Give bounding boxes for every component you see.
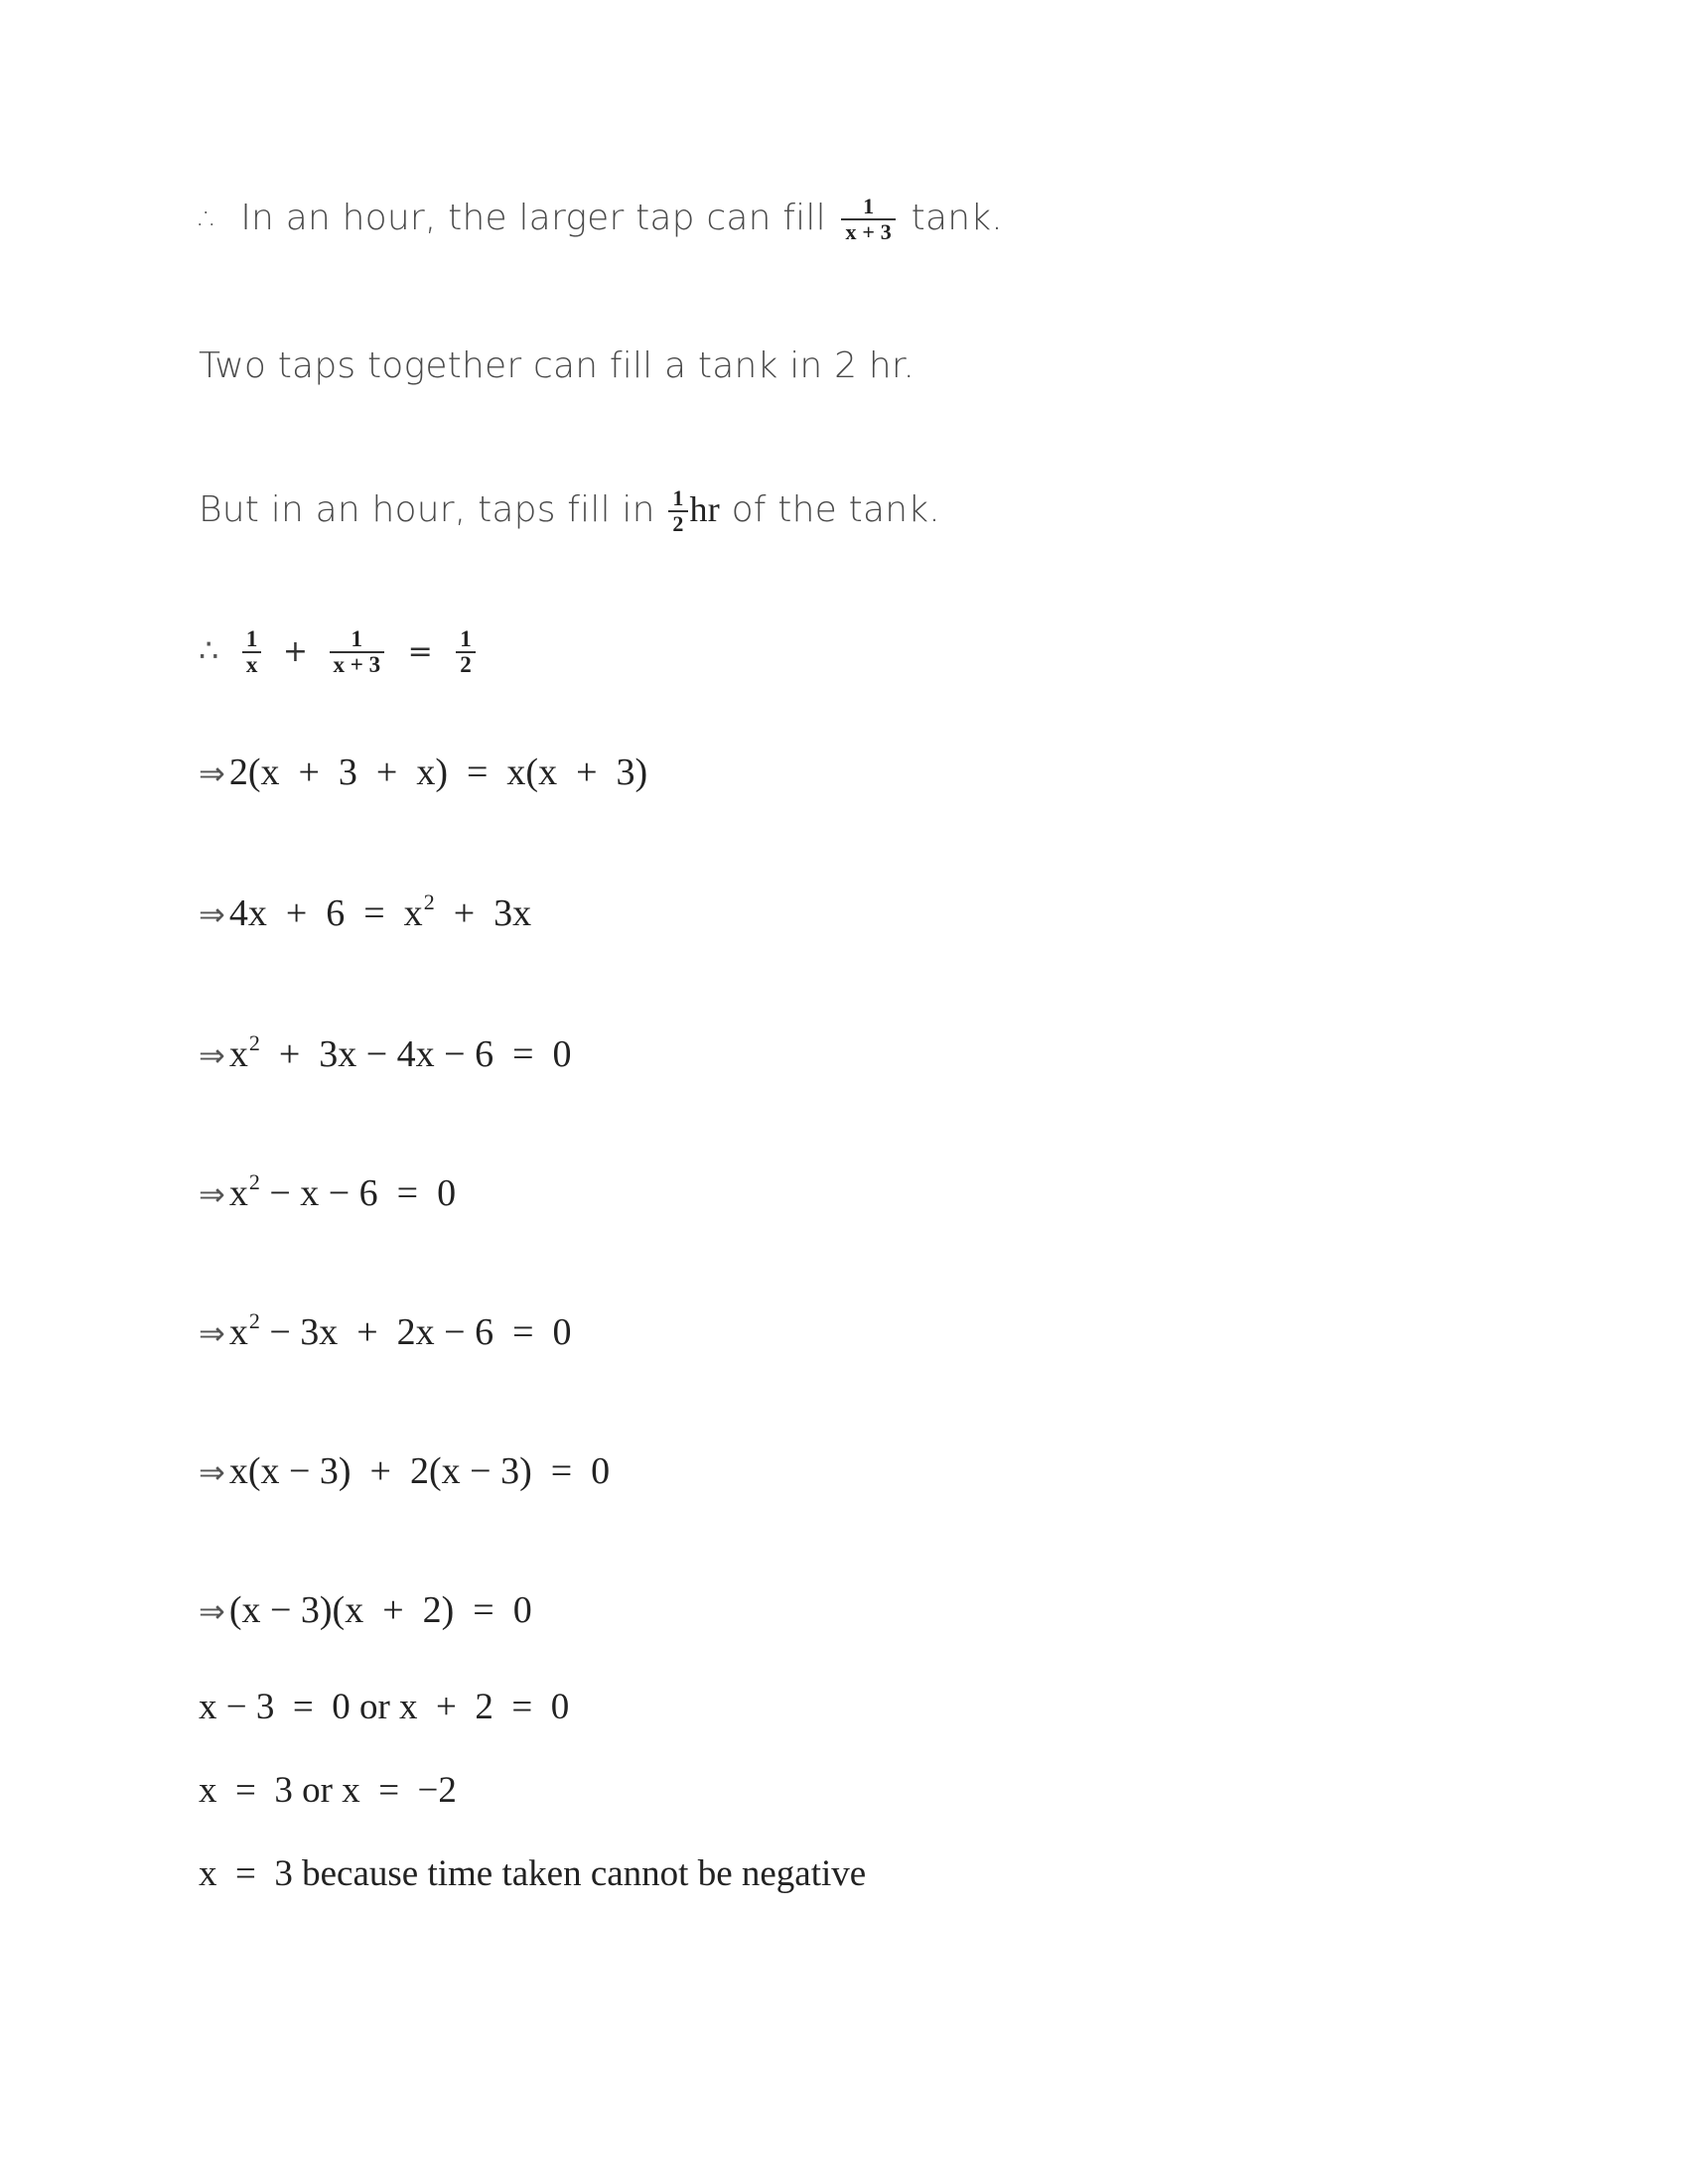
- fraction-denominator: x: [245, 652, 258, 678]
- fraction-one-half: [456, 627, 476, 677]
- fraction-denominator: 2: [460, 652, 472, 678]
- equation-rhs: − x − 6 = 0: [259, 1172, 457, 1214]
- fraction-one-half: [668, 486, 687, 536]
- step-rearrange: [199, 1030, 572, 1076]
- implies-arrow: ⇒: [199, 1453, 225, 1491]
- fraction-numerator: 1: [242, 627, 262, 653]
- equation-expression: x(x − 3) + 2(x − 3) = 0: [228, 1450, 611, 1492]
- step-factorise: [199, 1588, 532, 1632]
- text-before: But in an hour, taps fill in: [199, 489, 655, 530]
- text-before: In an hour, the larger tap can fill: [240, 198, 826, 238]
- exponent: 2: [248, 1030, 260, 1055]
- implies-arrow: ⇒: [199, 1036, 225, 1074]
- fraction-numerator: 1: [330, 627, 385, 653]
- fraction-denominator: x + 3: [333, 652, 381, 678]
- fraction-denominator: 2: [672, 511, 684, 536]
- therefore-symbol: ∴: [199, 200, 219, 237]
- exponent: 2: [248, 1308, 260, 1333]
- step-solutions: [199, 1769, 457, 1812]
- plus-sign: +: [282, 634, 308, 669]
- implies-arrow: ⇒: [199, 754, 225, 792]
- step-simplify: [199, 1169, 456, 1215]
- fraction-numerator: 1: [668, 486, 687, 512]
- implies-arrow: ⇒: [199, 1592, 225, 1630]
- text-after: tank.: [911, 198, 1003, 238]
- equation-rhs: − 3x + 2x − 6 = 0: [259, 1311, 572, 1353]
- statement-larger-tap-rate: [199, 195, 1003, 244]
- fraction-numerator: 1: [841, 195, 896, 220]
- step-group-terms: [199, 1449, 610, 1493]
- equation-lhs: x: [228, 1033, 248, 1075]
- implies-arrow: ⇒: [199, 1314, 225, 1352]
- equation-lhs: x: [228, 1311, 248, 1353]
- text-after: of the tank.: [731, 489, 940, 530]
- statement-hourly-fill: [199, 486, 940, 536]
- conclusion: [199, 1852, 866, 1895]
- step-expand: [199, 889, 531, 935]
- exponent: 2: [248, 1169, 260, 1194]
- step-cross-multiply: [199, 751, 647, 794]
- equation-lhs: 4x + 6 = x: [228, 892, 423, 934]
- equation-text: x = 3 or x = −2: [199, 1770, 457, 1811]
- equation-rhs: + 3x − 4x − 6 = 0: [259, 1033, 572, 1075]
- fraction-one-over-x-plus-3: [330, 627, 385, 677]
- exponent: 2: [423, 889, 435, 914]
- implies-arrow: ⇒: [199, 895, 225, 933]
- therefore-symbol: ∴: [199, 631, 219, 669]
- statement-text: Two taps together can fill a tank in 2 hr.: [199, 345, 915, 386]
- fraction-one-over-x-plus-3: [841, 195, 896, 244]
- step-split-middle-term: [199, 1308, 572, 1354]
- fraction-denominator: x + 3: [845, 219, 892, 244]
- equation-rhs: + 3x: [434, 892, 532, 934]
- statement-two-taps: [199, 345, 914, 386]
- implies-arrow: ⇒: [199, 1175, 225, 1213]
- fraction-one-over-x: [242, 627, 262, 677]
- equation-lhs: x: [228, 1172, 248, 1214]
- fraction-numerator: 1: [456, 627, 476, 653]
- equation-sum-of-rates: [199, 627, 480, 677]
- unit-hr: hr: [689, 489, 720, 529]
- step-zero-product: [199, 1686, 569, 1728]
- equation-text: x − 3 = 0 or x + 2 = 0: [199, 1687, 570, 1727]
- equals-sign: =: [407, 634, 433, 669]
- conclusion-text: x = 3 because time taken cannot be negative: [199, 1853, 867, 1894]
- equation-expression: (x − 3)(x + 2) = 0: [228, 1589, 532, 1631]
- equation-expression: 2(x + 3 + x) = x(x + 3): [228, 751, 648, 793]
